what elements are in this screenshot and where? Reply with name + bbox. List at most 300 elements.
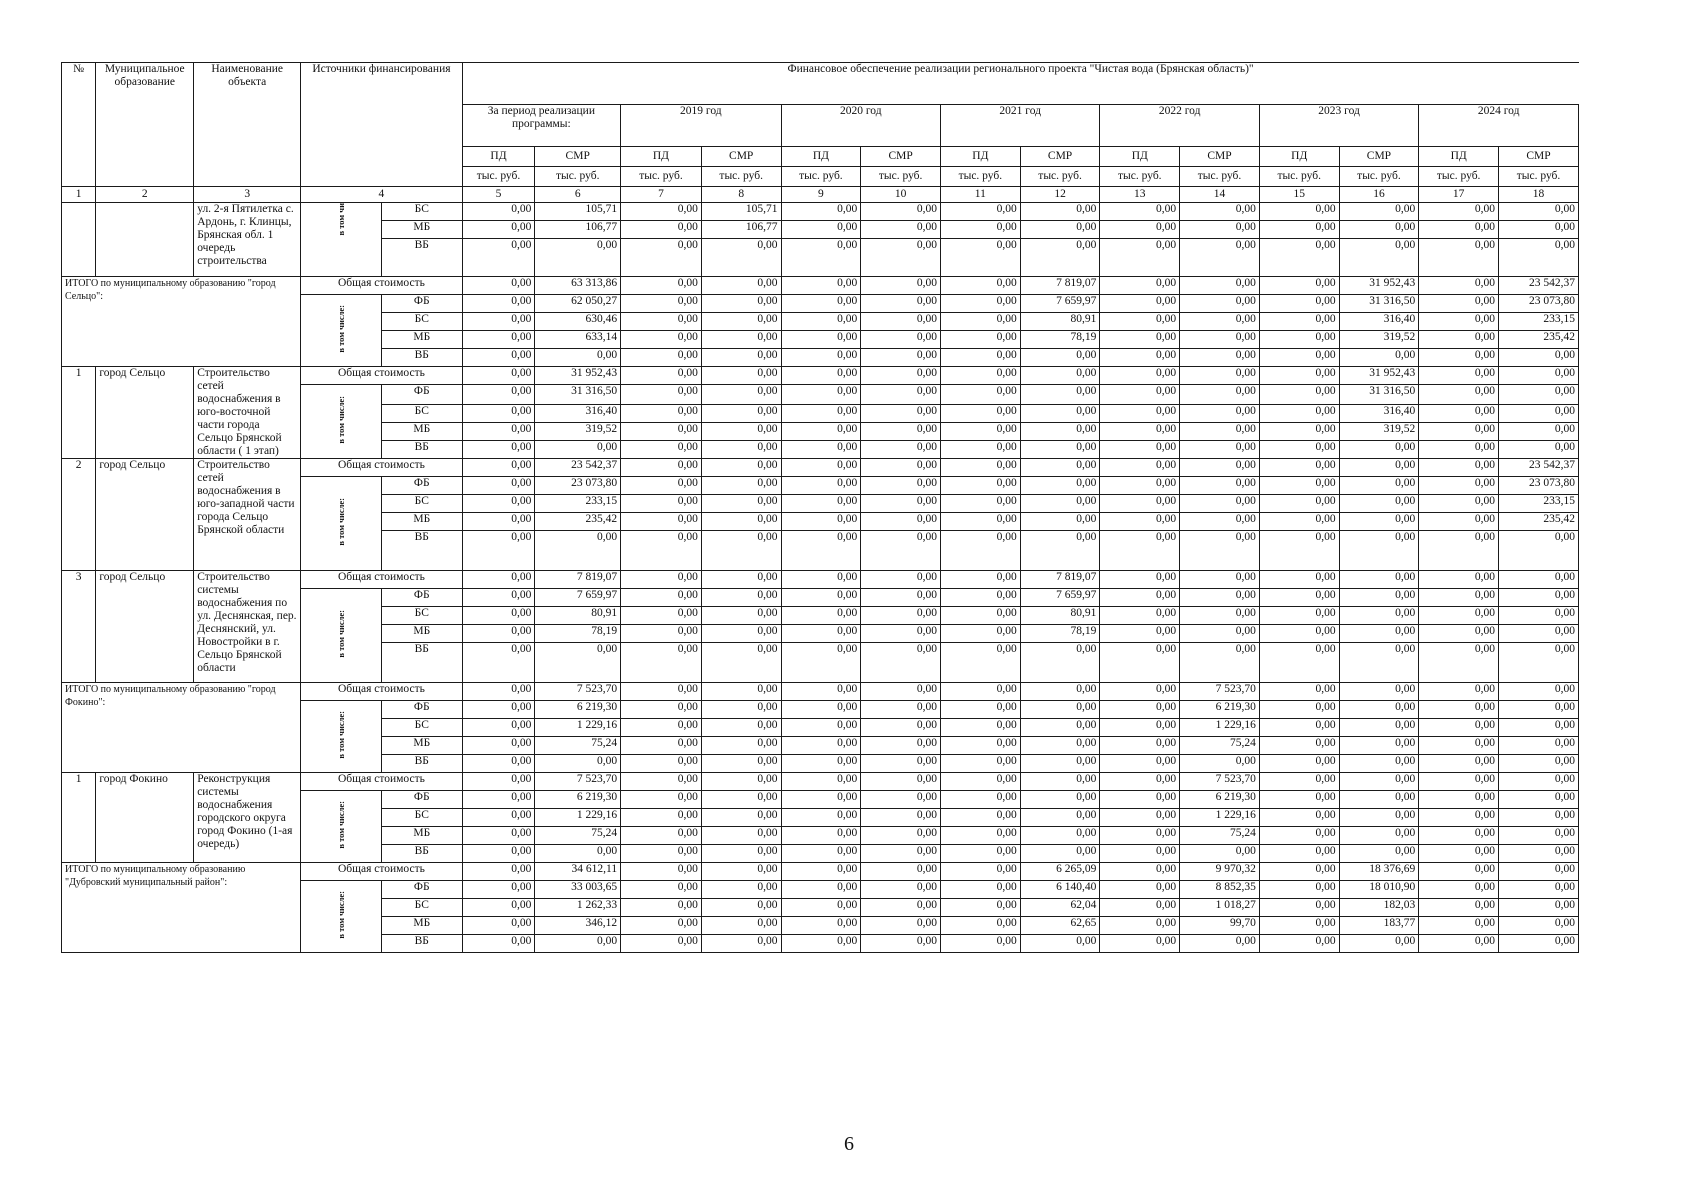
value-cell: 235,42 (1499, 331, 1579, 349)
value-cell: 0,00 (701, 701, 781, 719)
value-cell: 0,00 (1100, 331, 1180, 349)
value-cell: 0,00 (462, 477, 535, 495)
header-unit: тыс. руб. (1499, 167, 1579, 187)
value-cell: 0,00 (1259, 791, 1339, 809)
value-cell: 0,00 (1419, 423, 1499, 441)
value-cell: 0,00 (781, 531, 861, 571)
value-cell: 0,00 (1020, 809, 1100, 827)
value-cell: 0,00 (1419, 917, 1499, 935)
source-label: МБ (381, 737, 462, 755)
value-cell: 0,00 (861, 719, 941, 737)
value-cell: 633,14 (535, 331, 621, 349)
value-cell: 0,00 (1100, 701, 1180, 719)
column-number: 12 (1020, 187, 1100, 203)
header-year: 2023 год (1259, 105, 1418, 147)
value-cell: 7 819,07 (1020, 571, 1100, 589)
value-cell: 0,00 (701, 881, 781, 899)
source-label: МБ (381, 513, 462, 531)
value-cell: 0,00 (1419, 495, 1499, 513)
source-label: ВБ (381, 531, 462, 571)
value-cell: 346,12 (535, 917, 621, 935)
value-cell: 0,00 (621, 719, 702, 737)
value-cell: 0,00 (1180, 935, 1260, 953)
value-cell: 0,00 (1419, 203, 1499, 221)
value-cell: 0,00 (462, 571, 535, 589)
value-cell: 0,00 (861, 809, 941, 827)
value-cell: 0,00 (1020, 477, 1100, 495)
value-cell: 0,00 (701, 295, 781, 313)
value-cell: 1 018,27 (1180, 899, 1260, 917)
value-cell: 0,00 (621, 607, 702, 625)
value-cell: 0,00 (940, 531, 1020, 571)
value-cell: 0,00 (940, 791, 1020, 809)
header-sources: Источники финансирования (301, 63, 462, 187)
value-cell: 0,00 (621, 683, 702, 701)
including-text: в том числе: (335, 609, 346, 658)
value-cell: 0,00 (701, 791, 781, 809)
value-cell: 0,00 (701, 845, 781, 863)
value-cell: 0,00 (940, 277, 1020, 295)
itogo-total-row (62, 277, 1579, 295)
value-cell: 0,00 (1100, 571, 1180, 589)
value-cell: 0,00 (1339, 935, 1419, 953)
object-total-row (62, 459, 1579, 477)
value-cell: 0,00 (1020, 459, 1100, 477)
value-cell: 0,00 (1419, 899, 1499, 917)
value-cell: 0,00 (1339, 683, 1419, 701)
value-cell: 0,00 (701, 935, 781, 953)
value-cell: 0,00 (940, 827, 1020, 845)
value-cell: 0,00 (940, 899, 1020, 917)
including-label (301, 385, 382, 459)
value-cell: 0,00 (1100, 405, 1180, 423)
value-cell: 0,00 (1100, 791, 1180, 809)
value-cell: 0,00 (781, 239, 861, 277)
header-no: № (62, 63, 96, 187)
value-cell: 0,00 (1499, 845, 1579, 863)
value-cell: 0,00 (1339, 239, 1419, 277)
itogo-label: ИТОГО по муниципальному образованию "город Сельцо": (62, 277, 301, 367)
value-cell: 0,00 (1100, 607, 1180, 625)
value-cell: 0,00 (861, 845, 941, 863)
value-cell: 105,71 (701, 203, 781, 221)
value-cell: 0,00 (1419, 367, 1499, 385)
column-number: 8 (701, 187, 781, 203)
value-cell: 0,00 (1259, 935, 1339, 953)
value-cell: 0,00 (1100, 423, 1180, 441)
value-cell: 0,00 (1499, 719, 1579, 737)
source-label: БС (381, 719, 462, 737)
value-cell: 7 523,70 (535, 773, 621, 791)
source-label: ВБ (381, 349, 462, 367)
header-pd: ПД (462, 147, 535, 167)
value-cell: 233,15 (535, 495, 621, 513)
value-cell: 0,00 (940, 737, 1020, 755)
column-numbers-row (62, 187, 1579, 203)
value-cell: 0,00 (1020, 683, 1100, 701)
value-cell: 0,00 (1100, 589, 1180, 607)
value-cell: 0,00 (621, 643, 702, 683)
value-cell: 23 542,37 (1499, 459, 1579, 477)
value-cell: 0,00 (1419, 589, 1499, 607)
value-cell: 0,00 (1020, 643, 1100, 683)
value-cell: 319,52 (1339, 423, 1419, 441)
value-cell: 0,00 (1259, 459, 1339, 477)
value-cell: 0,00 (1100, 313, 1180, 331)
value-cell: 0,00 (861, 349, 941, 367)
source-label: ВБ (381, 935, 462, 953)
value-cell: 0,00 (861, 683, 941, 701)
value-cell: 0,00 (621, 737, 702, 755)
value-cell: 0,00 (1339, 827, 1419, 845)
value-cell: 23 542,37 (535, 459, 621, 477)
value-cell: 31 952,43 (1339, 277, 1419, 295)
header-pd: ПД (621, 147, 702, 167)
header-period-total: За период реализации программы: (462, 105, 620, 147)
table-body (62, 203, 1579, 953)
value-cell: 6 265,09 (1020, 863, 1100, 881)
value-cell: 0,00 (1259, 295, 1339, 313)
value-cell: 0,00 (1419, 755, 1499, 773)
value-cell: 0,00 (621, 625, 702, 643)
value-cell: 0,00 (781, 737, 861, 755)
value-cell: 106,77 (535, 221, 621, 239)
value-cell: 0,00 (1180, 277, 1260, 295)
total-cost-label: Общая стоимость (301, 367, 462, 385)
header-unit: тыс. руб. (462, 167, 535, 187)
value-cell: 0,00 (535, 643, 621, 683)
header-smr: СМР (861, 147, 941, 167)
value-cell: 0,00 (781, 367, 861, 385)
value-cell: 6 219,30 (535, 701, 621, 719)
value-cell: 0,00 (1339, 773, 1419, 791)
value-cell: 0,00 (781, 625, 861, 643)
value-cell: 0,00 (1339, 441, 1419, 459)
value-cell: 0,00 (940, 571, 1020, 589)
value-cell: 0,00 (701, 571, 781, 589)
value-cell: 630,46 (535, 313, 621, 331)
value-cell: 0,00 (1419, 643, 1499, 683)
source-label: ФБ (381, 589, 462, 607)
column-number: 11 (940, 187, 1020, 203)
value-cell: 62,04 (1020, 899, 1100, 917)
value-cell: 0,00 (1499, 221, 1579, 239)
value-cell: 0,00 (1499, 737, 1579, 755)
value-cell: 0,00 (621, 917, 702, 935)
value-cell: 0,00 (861, 881, 941, 899)
value-cell: 0,00 (1100, 531, 1180, 571)
value-cell: 0,00 (940, 405, 1020, 423)
value-cell: 0,00 (940, 477, 1020, 495)
source-label: МБ (381, 331, 462, 349)
value-cell: 0,00 (1419, 719, 1499, 737)
value-cell: 0,00 (621, 863, 702, 881)
value-cell: 0,00 (462, 917, 535, 935)
value-cell: 0,00 (940, 495, 1020, 513)
value-cell: 0,00 (861, 277, 941, 295)
value-cell: 0,00 (1180, 459, 1260, 477)
value-cell: 0,00 (940, 239, 1020, 277)
value-cell: 0,00 (701, 719, 781, 737)
value-cell: 0,00 (940, 881, 1020, 899)
value-cell: 0,00 (621, 367, 702, 385)
value-cell: 0,00 (1339, 203, 1419, 221)
column-number: 16 (1339, 187, 1419, 203)
value-cell: 7 523,70 (1180, 683, 1260, 701)
value-cell: 0,00 (1180, 513, 1260, 531)
value-cell: 0,00 (1020, 513, 1100, 531)
value-cell: 23 073,80 (1499, 477, 1579, 495)
total-cost-label: Общая стоимость (301, 773, 462, 791)
value-cell: 0,00 (1259, 625, 1339, 643)
value-cell: 80,91 (1020, 313, 1100, 331)
value-cell: 0,00 (462, 313, 535, 331)
value-cell: 0,00 (462, 935, 535, 953)
value-cell: 0,00 (1419, 791, 1499, 809)
value-cell: 0,00 (1419, 531, 1499, 571)
value-cell: 0,00 (621, 935, 702, 953)
value-cell: 0,00 (462, 845, 535, 863)
value-cell: 0,00 (861, 239, 941, 277)
value-cell: 0,00 (940, 755, 1020, 773)
value-cell: 75,24 (535, 827, 621, 845)
value-cell: 0,00 (781, 477, 861, 495)
value-cell: 99,70 (1180, 917, 1260, 935)
value-cell: 0,00 (1180, 531, 1260, 571)
column-number: 15 (1259, 187, 1339, 203)
column-number: 10 (861, 187, 941, 203)
itogo-label: ИТОГО по муниципальному образованию "город Фокино": (62, 683, 301, 773)
value-cell: 0,00 (701, 683, 781, 701)
value-cell: 0,00 (462, 827, 535, 845)
value-cell: 0,00 (1020, 441, 1100, 459)
value-cell: 0,00 (462, 367, 535, 385)
value-cell: 0,00 (621, 405, 702, 423)
including-label (301, 477, 382, 571)
value-cell: 0,00 (701, 737, 781, 755)
value-cell: 0,00 (1259, 367, 1339, 385)
value-cell: 0,00 (621, 385, 702, 405)
value-cell: 0,00 (621, 809, 702, 827)
value-cell: 0,00 (861, 607, 941, 625)
page-number: 6 (844, 1133, 854, 1155)
value-cell: 0,00 (1339, 349, 1419, 367)
value-cell: 0,00 (462, 459, 535, 477)
value-cell: 0,00 (1499, 791, 1579, 809)
value-cell: 0,00 (940, 625, 1020, 643)
column-number: 6 (535, 187, 621, 203)
value-cell: 0,00 (1339, 571, 1419, 589)
header-unit: тыс. руб. (1020, 167, 1100, 187)
header-smr: СМР (1020, 147, 1100, 167)
value-cell: 0,00 (940, 221, 1020, 239)
column-number: 14 (1180, 187, 1260, 203)
value-cell: 0,00 (621, 239, 702, 277)
header-unit: тыс. руб. (1180, 167, 1260, 187)
header-unit: тыс. руб. (535, 167, 621, 187)
value-cell: 0,00 (781, 423, 861, 441)
value-cell: 0,00 (701, 607, 781, 625)
value-cell: 0,00 (1419, 935, 1499, 953)
value-cell: 0,00 (1100, 827, 1180, 845)
value-cell: 0,00 (462, 643, 535, 683)
source-label: БС (381, 607, 462, 625)
value-cell: 0,00 (621, 791, 702, 809)
value-cell: 0,00 (462, 683, 535, 701)
value-cell: 0,00 (621, 881, 702, 899)
header-pd: ПД (1419, 147, 1499, 167)
header-pd: ПД (940, 147, 1020, 167)
value-cell: 0,00 (861, 441, 941, 459)
value-cell: 7 659,97 (535, 589, 621, 607)
value-cell: 0,00 (940, 845, 1020, 863)
source-label: ВБ (381, 845, 462, 863)
value-cell: 0,00 (781, 405, 861, 423)
value-cell: 0,00 (1100, 899, 1180, 917)
value-cell: 0,00 (781, 495, 861, 513)
value-cell: 0,00 (1419, 701, 1499, 719)
value-cell: 0,00 (940, 385, 1020, 405)
value-cell: 0,00 (1100, 917, 1180, 935)
value-cell: 0,00 (1259, 349, 1339, 367)
value-cell: 319,52 (535, 423, 621, 441)
value-cell: 0,00 (1020, 755, 1100, 773)
value-cell: 0,00 (462, 755, 535, 773)
value-cell: 0,00 (940, 513, 1020, 531)
value-cell: 0,00 (701, 331, 781, 349)
funding-row (62, 203, 1579, 221)
value-cell: 0,00 (1259, 827, 1339, 845)
value-cell: 0,00 (1020, 405, 1100, 423)
value-cell: 23 542,37 (1499, 277, 1579, 295)
value-cell: 78,19 (1020, 331, 1100, 349)
value-cell: 0,00 (1180, 643, 1260, 683)
source-label: БС (381, 313, 462, 331)
value-cell: 0,00 (1100, 881, 1180, 899)
header-year: 2021 год (940, 105, 1099, 147)
value-cell: 0,00 (462, 441, 535, 459)
header-unit: тыс. руб. (781, 167, 861, 187)
value-cell: 319,52 (1339, 331, 1419, 349)
value-cell: 75,24 (1180, 737, 1260, 755)
value-cell: 0,00 (781, 755, 861, 773)
source-label: ФБ (381, 701, 462, 719)
object-number: 3 (62, 571, 96, 683)
value-cell: 0,00 (701, 755, 781, 773)
value-cell: 0,00 (940, 313, 1020, 331)
itogo-label: ИТОГО по муниципальному образованию "Дубровский муниципальный район": (62, 863, 301, 953)
value-cell: 0,00 (621, 495, 702, 513)
value-cell: 0,00 (781, 221, 861, 239)
value-cell: 0,00 (781, 331, 861, 349)
value-cell: 0,00 (1419, 277, 1499, 295)
value-cell: 0,00 (1499, 917, 1579, 935)
value-cell: 0,00 (1419, 295, 1499, 313)
value-cell: 0,00 (861, 423, 941, 441)
value-cell: 0,00 (701, 423, 781, 441)
object-total-row (62, 773, 1579, 791)
value-cell: 0,00 (781, 701, 861, 719)
value-cell: 0,00 (701, 313, 781, 331)
value-cell: 31 952,43 (535, 367, 621, 385)
header-pd: ПД (1259, 147, 1339, 167)
value-cell: 0,00 (861, 917, 941, 935)
including-label (301, 203, 382, 277)
value-cell: 233,15 (1499, 495, 1579, 513)
value-cell: 0,00 (861, 773, 941, 791)
value-cell: 0,00 (1339, 531, 1419, 571)
including-label (301, 791, 382, 863)
value-cell: 0,00 (1259, 495, 1339, 513)
value-cell: 0,00 (781, 513, 861, 531)
value-cell: 0,00 (701, 477, 781, 495)
value-cell: 0,00 (1339, 607, 1419, 625)
value-cell: 0,00 (1259, 313, 1339, 331)
value-cell: 0,00 (1020, 367, 1100, 385)
value-cell: 0,00 (1100, 625, 1180, 643)
value-cell: 0,00 (1339, 719, 1419, 737)
value-cell: 0,00 (1419, 441, 1499, 459)
value-cell: 63 313,86 (535, 277, 621, 295)
value-cell: 0,00 (1499, 441, 1579, 459)
value-cell: 0,00 (1180, 331, 1260, 349)
object-municipality: город Сельцо (96, 459, 194, 571)
value-cell: 0,00 (1020, 203, 1100, 221)
object-municipality: город Фокино (96, 773, 194, 863)
value-cell: 0,00 (462, 531, 535, 571)
value-cell: 31 952,43 (1339, 367, 1419, 385)
value-cell: 0,00 (462, 899, 535, 917)
value-cell: 0,00 (1100, 367, 1180, 385)
value-cell: 0,00 (621, 755, 702, 773)
value-cell: 0,00 (462, 495, 535, 513)
value-cell: 0,00 (781, 773, 861, 791)
value-cell: 0,00 (535, 935, 621, 953)
object-number: 1 (62, 367, 96, 459)
value-cell: 0,00 (1100, 737, 1180, 755)
value-cell: 0,00 (701, 495, 781, 513)
value-cell: 0,00 (781, 809, 861, 827)
value-cell: 9 970,32 (1180, 863, 1260, 881)
value-cell: 0,00 (462, 701, 535, 719)
value-cell: 0,00 (1259, 863, 1339, 881)
value-cell: 0,00 (1020, 221, 1100, 239)
value-cell: 0,00 (1100, 221, 1180, 239)
value-cell: 0,00 (1419, 405, 1499, 423)
value-cell: 0,00 (621, 701, 702, 719)
value-cell: 0,00 (621, 827, 702, 845)
value-cell: 0,00 (1259, 441, 1339, 459)
value-cell: 0,00 (861, 755, 941, 773)
value-cell: 0,00 (781, 845, 861, 863)
value-cell: 0,00 (621, 589, 702, 607)
value-cell: 0,00 (701, 809, 781, 827)
value-cell: 0,00 (621, 313, 702, 331)
value-cell: 0,00 (1100, 277, 1180, 295)
value-cell: 6 219,30 (1180, 791, 1260, 809)
value-cell: 0,00 (940, 423, 1020, 441)
value-cell: 0,00 (462, 737, 535, 755)
value-cell: 0,00 (781, 385, 861, 405)
value-cell: 0,00 (701, 827, 781, 845)
source-label: ВБ (381, 643, 462, 683)
value-cell: 0,00 (1419, 221, 1499, 239)
source-label: МБ (381, 423, 462, 441)
value-cell: 0,00 (701, 385, 781, 405)
value-cell: 0,00 (1419, 513, 1499, 531)
value-cell: 0,00 (1100, 845, 1180, 863)
value-cell: 0,00 (621, 423, 702, 441)
